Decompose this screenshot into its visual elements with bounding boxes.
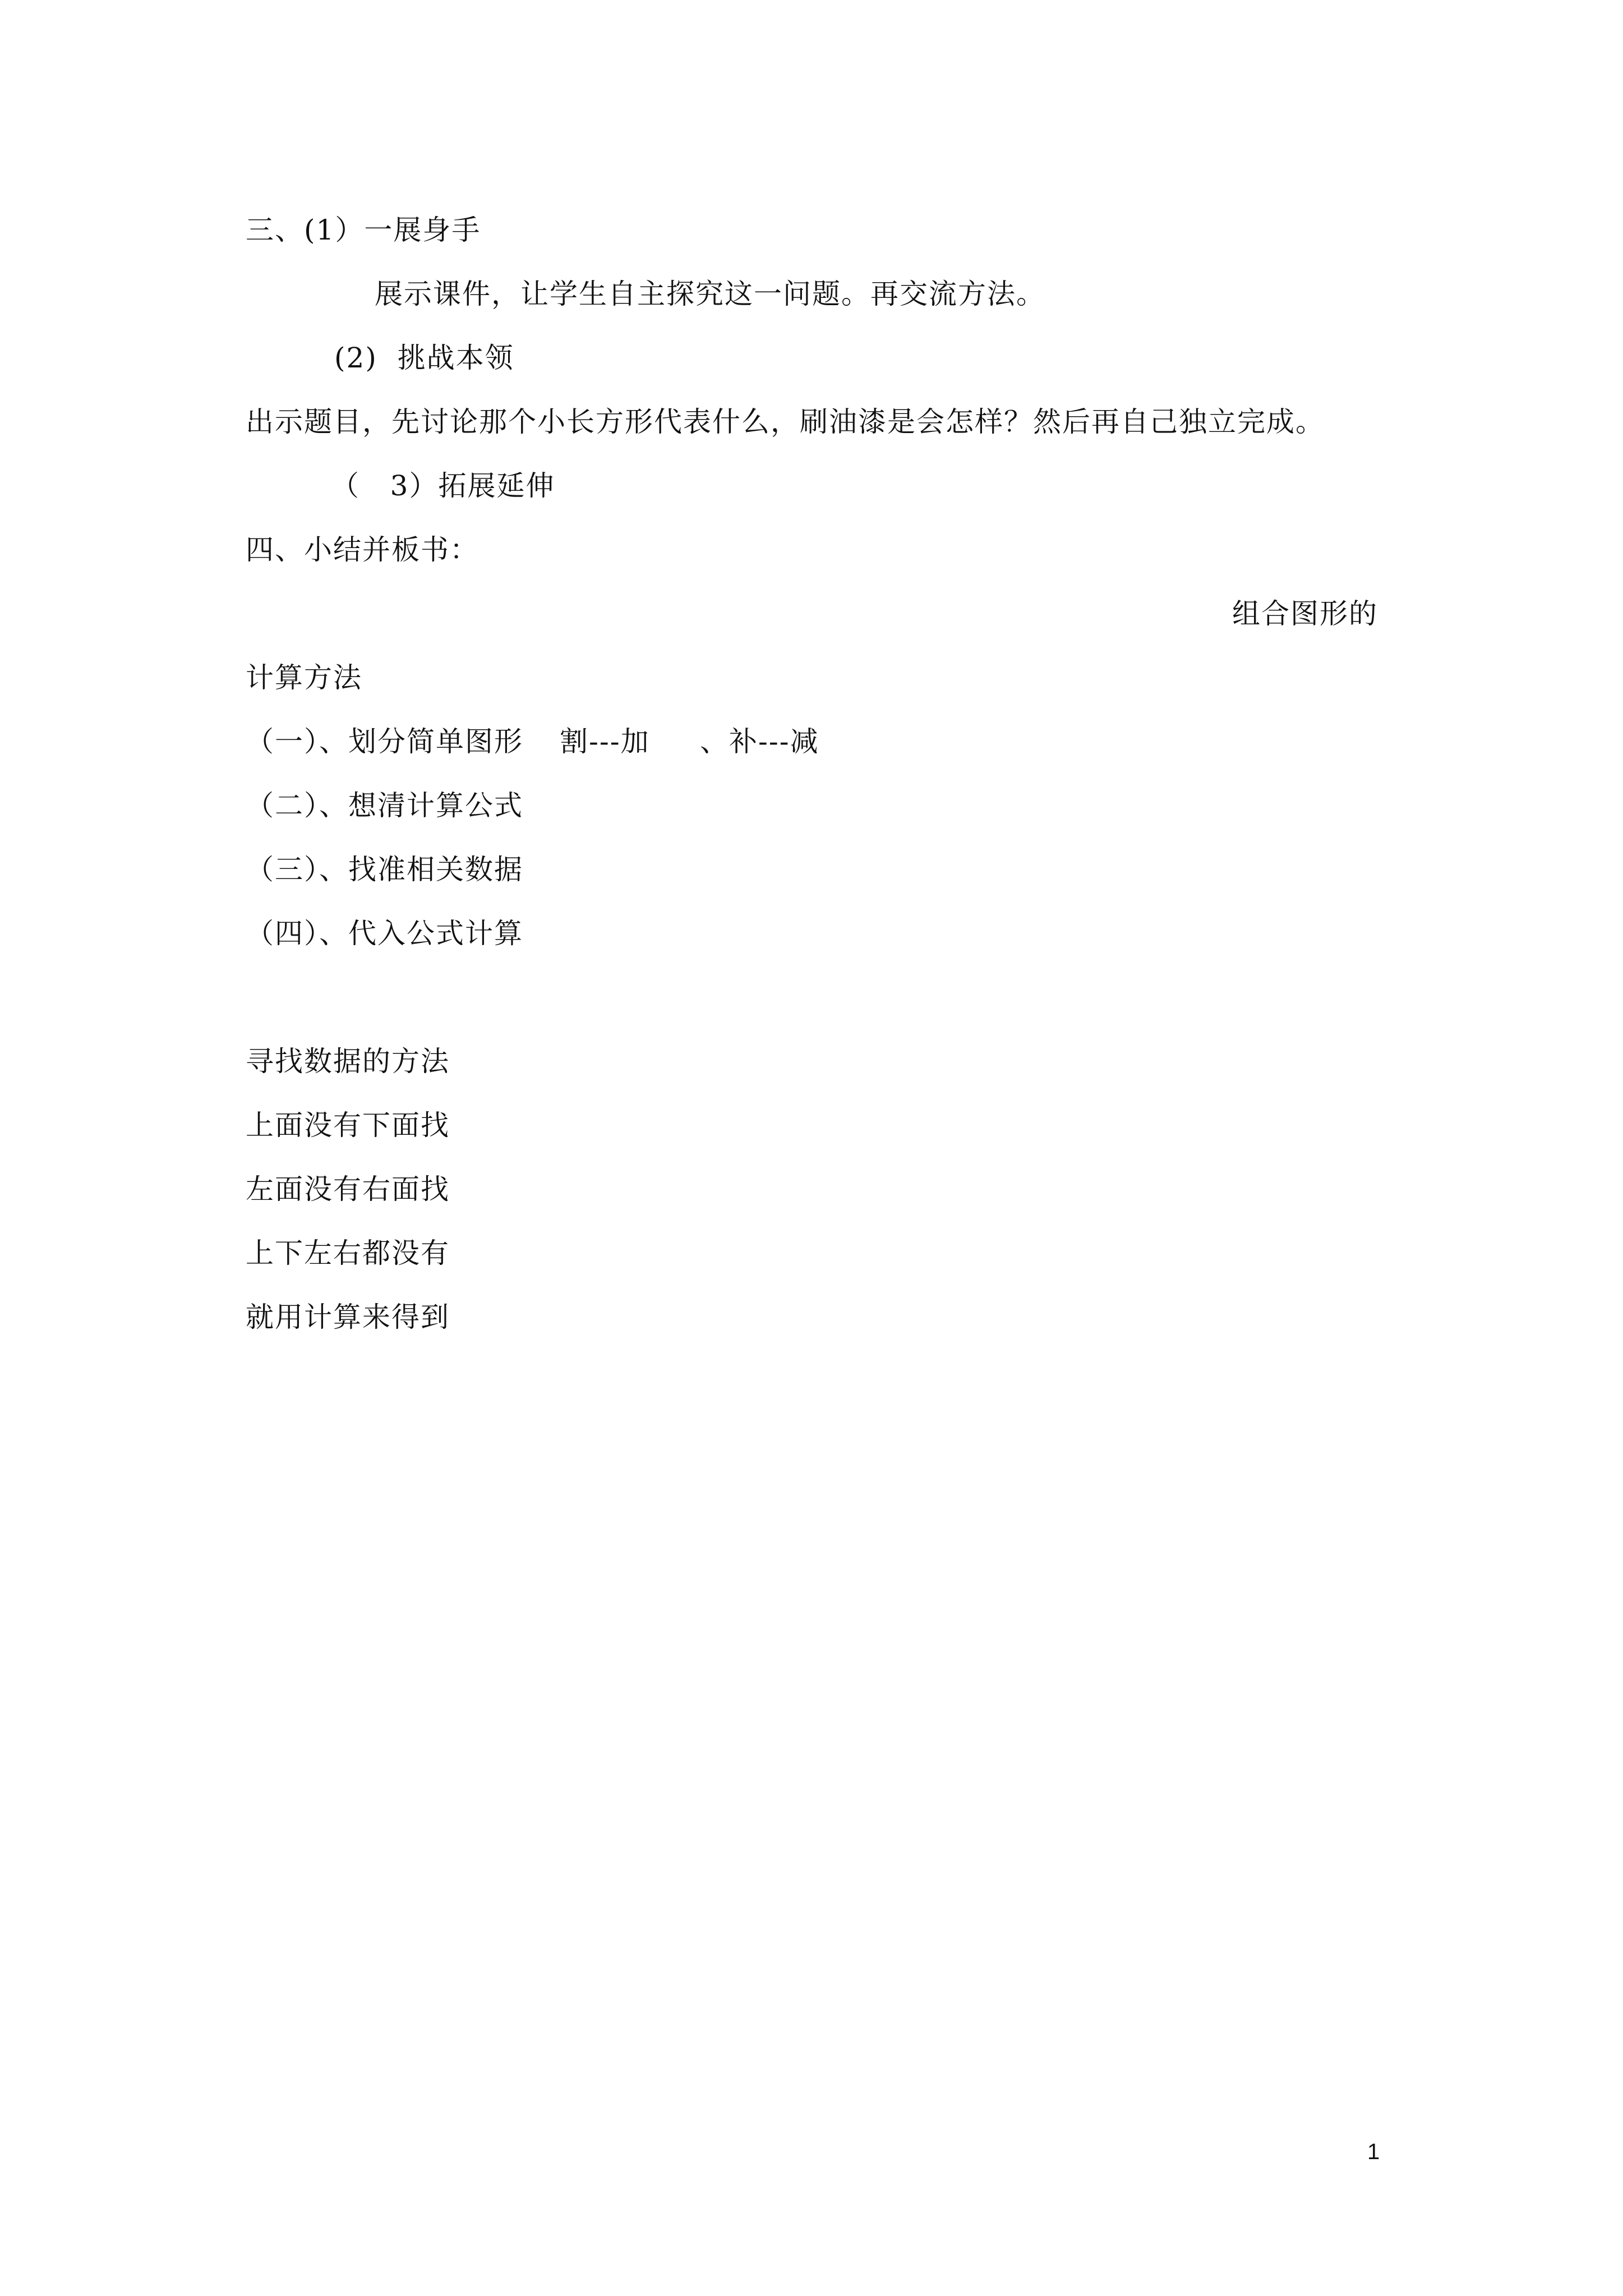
section3-sub3: （ 3）拓展延伸 — [331, 470, 555, 502]
step-1-fill-subtract: 、补---减 — [700, 725, 819, 758]
rhyme-line-4: 就用计算来得到 — [246, 1301, 450, 1333]
board-title-part1: 组合图形的 — [1232, 597, 1378, 630]
rhyme-line-2: 左面没有右面找 — [246, 1173, 450, 1205]
section3-body: 展示课件，让学生自主探究这一问题。再交流方法。 — [375, 278, 1045, 310]
section3-sub2: (2) 挑战本领 — [334, 342, 514, 374]
rhyme-title: 寻找数据的方法 — [246, 1045, 450, 1078]
step-1-cut-add: 割---加 — [560, 725, 650, 758]
step-2: （二）、想清计算公式 — [246, 789, 523, 822]
rhyme-line-3: 上下左右都没有 — [246, 1237, 450, 1269]
rhyme-line-1: 上面没有下面找 — [246, 1109, 450, 1142]
page-number: 1 — [1367, 2139, 1380, 2164]
section3-heading: 三、(1）一展身手 — [246, 214, 481, 246]
step-1-label: （一）、划分简单图形 — [246, 725, 523, 758]
section4-heading: 四、小结并板书： — [246, 533, 479, 566]
board-title-part2: 计算方法 — [246, 661, 362, 694]
step-3: （三）、找准相关数据 — [246, 853, 523, 886]
section3-body2: 出示题目，先讨论那个小长方形代表什么，刷油漆是会怎样？然后再自己独立完成。 — [246, 406, 1325, 438]
step-4: （四）、代入公式计算 — [246, 917, 523, 950]
